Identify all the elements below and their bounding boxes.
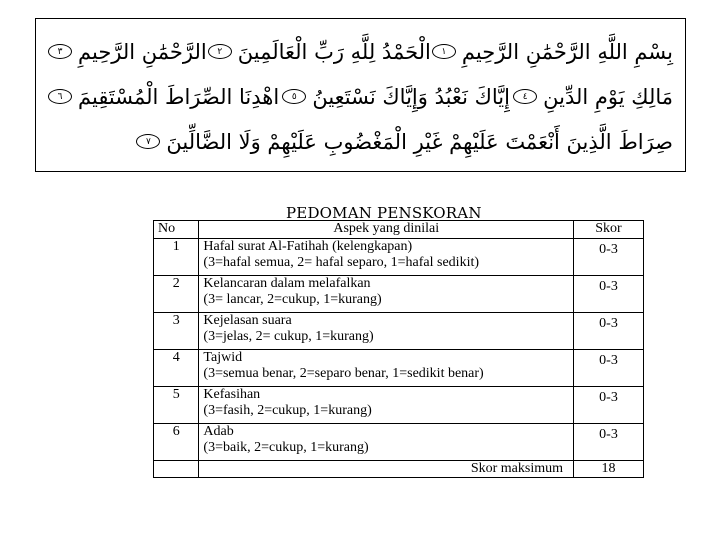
row-number: 2 — [154, 276, 199, 313]
ayah-text: الرَّحْمَٰنِ الرَّحِيمِ — [78, 39, 207, 64]
aspek-detail: (3= lancar, 2=cukup, 1=kurang) — [203, 292, 382, 307]
ayah-number-marker: ٦ — [48, 89, 72, 104]
ayah-5 — [282, 85, 510, 109]
header-no: No — [154, 221, 199, 239]
ayah-number-marker: ٧ — [136, 134, 160, 149]
aspek-detail: (3=baik, 2=cukup, 1=kurang) — [203, 440, 369, 455]
ayah-text: بِسْمِ اللَّهِ الرَّحْمَٰنِ الرَّحِيمِ — [461, 39, 673, 64]
aspek-title: Tajwid — [203, 350, 243, 365]
aspek-title: Kelancaran dalam melafalkan — [203, 276, 371, 291]
row-aspek — [199, 276, 574, 313]
table-row — [154, 276, 644, 313]
total-value: 18 — [574, 461, 644, 478]
table-row — [154, 239, 644, 276]
header-skor: Skor — [574, 221, 644, 239]
aspek-detail: (3=jelas, 2= cukup, 1=kurang) — [203, 329, 374, 344]
row-number: 1 — [154, 239, 199, 276]
ayah-line-1 — [48, 29, 673, 74]
aspek-detail: (3=semua benar, 2=separo benar, 1=sedikit benar) — [203, 366, 484, 381]
row-aspek — [199, 350, 574, 387]
total-label: Skor maksimum — [199, 461, 574, 478]
row-skor: 0-3 — [574, 313, 644, 350]
aspek-title: Adab — [203, 424, 234, 439]
scoring-rubric-table — [153, 220, 644, 478]
ayah-number-marker: ٢ — [208, 44, 232, 59]
ayah-3 — [48, 40, 207, 64]
row-skor: 0-3 — [574, 350, 644, 387]
row-skor: 0-3 — [574, 387, 644, 424]
aspek-detail: (3=hafal semua, 2= hafal separo, 1=hafal sedikit) — [203, 255, 480, 270]
ayah-4 — [513, 85, 673, 109]
table-header-row — [154, 221, 644, 239]
ayah-text: صِرَاطَ الَّذِينَ أَنْعَمْتَ عَلَيْهِمْ غَيْرِ الْمَغْضُوبِ عَلَيْهِمْ وَلَا الضَّالِّينَ — [166, 129, 673, 154]
ayah-number-marker: ٥ — [282, 89, 306, 104]
ayah-text: اهْدِنَا الصِّرَاطَ الْمُسْتَقِيمَ — [78, 84, 280, 109]
aspek-title: Hafal surat Al-Fatihah (kelengkapan) — [203, 239, 413, 254]
row-number: 4 — [154, 350, 199, 387]
row-number: 5 — [154, 387, 199, 424]
table-row — [154, 350, 644, 387]
rubric-title: PEDOMAN PENSKORAN — [286, 204, 482, 222]
row-skor: 0-3 — [574, 239, 644, 276]
ayah-1 — [432, 40, 673, 64]
total-row — [154, 461, 644, 478]
table-row — [154, 424, 644, 461]
ayah-line-2 — [48, 74, 673, 119]
total-empty-cell — [154, 461, 199, 478]
row-aspek — [199, 424, 574, 461]
ayah-text: مَالِكِ يَوْمِ الدِّينِ — [543, 84, 673, 109]
ayah-text: الْحَمْدُ لِلَّهِ رَبِّ الْعَالَمِينَ — [237, 39, 431, 64]
row-skor: 0-3 — [574, 424, 644, 461]
ayah-line-3 — [48, 119, 673, 164]
ayah-7 — [136, 130, 673, 154]
table-row — [154, 313, 644, 350]
ayah-number-marker: ١ — [432, 44, 456, 59]
row-aspek — [199, 313, 574, 350]
header-aspek: Aspek yang dinilai — [199, 221, 574, 239]
row-aspek — [199, 239, 574, 276]
ayah-2 — [208, 40, 431, 64]
ayah-text: إِيَّاكَ نَعْبُدُ وَإِيَّاكَ نَسْتَعِينُ — [312, 84, 510, 109]
ayah-6 — [48, 85, 279, 109]
row-aspek — [199, 387, 574, 424]
ayah-number-marker: ٤ — [513, 89, 537, 104]
aspek-title: Kefasihan — [203, 387, 261, 402]
row-number: 3 — [154, 313, 199, 350]
aspek-title: Kejelasan suara — [203, 313, 292, 328]
row-skor: 0-3 — [574, 276, 644, 313]
aspek-detail: (3=fasih, 2=cukup, 1=kurang) — [203, 403, 372, 418]
row-number: 6 — [154, 424, 199, 461]
quran-text-box — [35, 18, 686, 172]
table-row — [154, 387, 644, 424]
ayah-number-marker: ٣ — [48, 44, 72, 59]
